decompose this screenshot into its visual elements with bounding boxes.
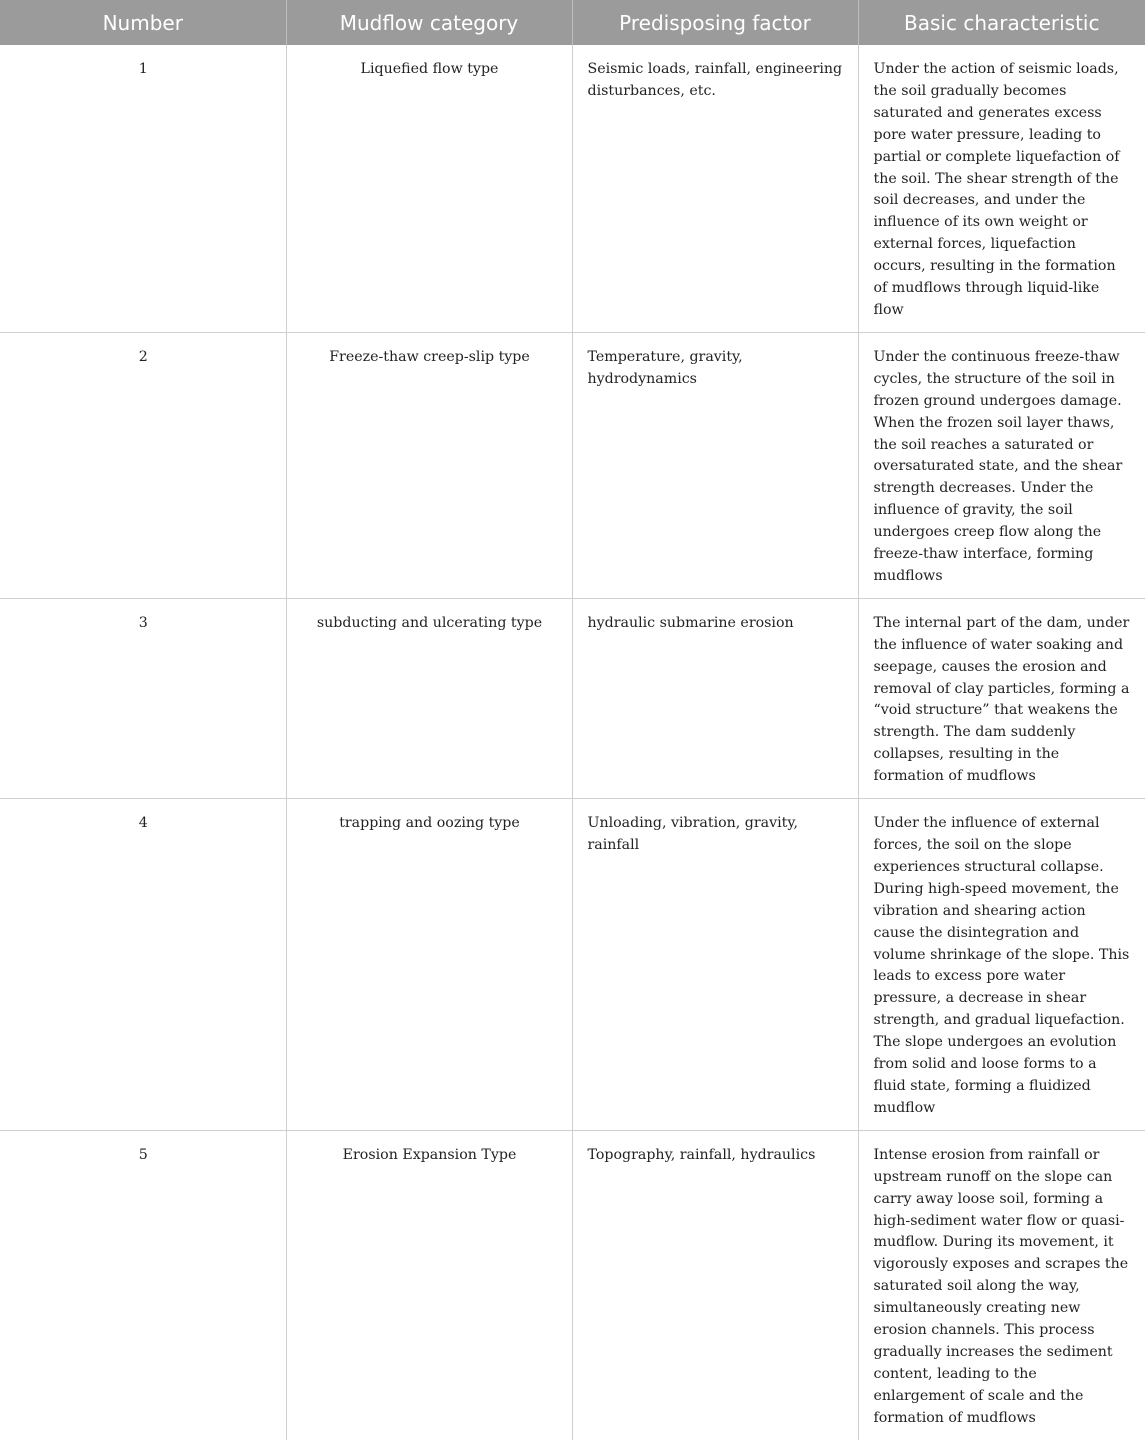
header-predisposing-factor: Predisposing factor: [572, 0, 858, 45]
cell-number: 1: [0, 45, 286, 332]
header-number: Number: [0, 0, 286, 45]
cell-characteristic: Intense erosion from rainfall or upstream runoff on the slope can carry away loose soil, forming a high-sediment water flow or quasi-mudflow. During its movement, it vigorously exposes and scrapes the saturated soil along the way, simultaneously creating new erosion channels. This process gradually increases the sediment content, leading to the enlargement of scale and the formation of mudflows: [873, 1146, 1129, 1426]
cell-characteristic: Under the influence of external forces, the soil on the slope experiences structural collapse. During high-speed movement, the vibration and shearing action cause the disintegration and volume shrinkage of the slope. This leads to excess pore water pressure, a decrease in shear strength, and gradual liquefaction. The slope undergoes an evolution from solid and loose forms to a fluid state, forming a fluidized mudflow: [858, 799, 1145, 1131]
cell-number: 4: [0, 799, 286, 1131]
cell-factor: Unloading, vibration, gravity, rainfall: [572, 799, 858, 1131]
table-header: [0, 0, 1145, 45]
header-mudflow-category: Mudflow category: [286, 0, 572, 45]
cell-factor: Temperature, gravity, hydrodynamics: [572, 332, 858, 598]
table-row: [0, 598, 1145, 798]
table-row: [0, 332, 1145, 598]
header-row: [0, 0, 1145, 45]
cell-factor: Seismic loads, rainfall, engineering disturbances, etc.: [572, 45, 858, 332]
cell-characteristic: The internal part of the dam, under the influence of water soaking and seepage, causes the erosion and removal of clay particles, forming a “void structure” that weakens the strength. The dam suddenly collapses, resulting in the formation of mudflows: [858, 598, 1145, 798]
cell-category: Liquefied flow type: [286, 45, 572, 332]
cell-characteristic: Under the action of seismic loads, the soil gradually becomes saturated and generates excess pore water pressure, leading to partial or complete liquefaction of the soil. The shear strength of the soil decreases, and under the influence of its own weight or external forces, liquefaction occurs, resulting in the formation of mudflows through liquid-like flow: [858, 45, 1145, 332]
cell-category: Erosion Expansion Type: [286, 1130, 572, 1439]
cell-category: subducting and ulcerating type: [286, 598, 572, 798]
cell-category: trapping and oozing type: [286, 799, 572, 1131]
cell-characteristic: Under the continuous freeze-thaw cycles, the structure of the soil in frozen ground undergoes damage. When the frozen soil layer thaws, the soil reaches a saturated or oversaturated state, and the shear strength decreases. Under the influence of gravity, the soil undergoes creep flow along the freeze-thaw interface, forming mudflows: [858, 332, 1145, 598]
cell-number: 5: [0, 1130, 286, 1439]
cell-factor: Topography, rainfall, hydraulics: [572, 1130, 858, 1439]
cell-number: 3: [0, 598, 286, 798]
table-body: [0, 45, 1145, 1440]
cell-number: 2: [0, 332, 286, 598]
table-row: [0, 1130, 1145, 1439]
cell-category: Freeze-thaw creep-slip type: [286, 332, 572, 598]
table-row: [0, 799, 1145, 1131]
header-basic-characteristic: Basic characteristic: [858, 0, 1145, 45]
table-row: [0, 45, 1145, 332]
cell-factor: hydraulic submarine erosion: [572, 598, 858, 798]
